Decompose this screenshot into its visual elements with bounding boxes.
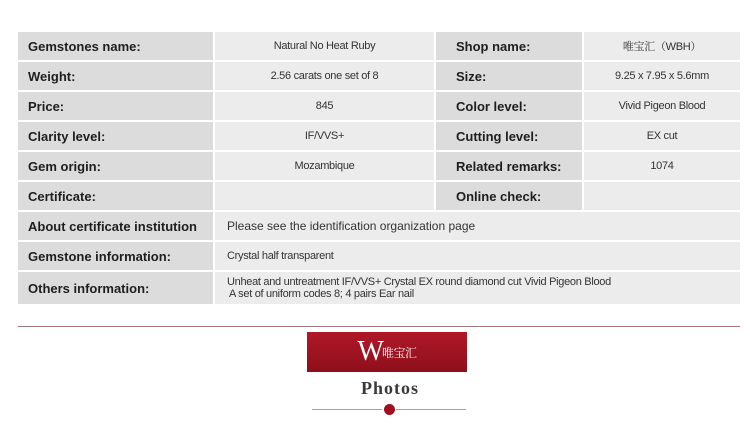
spec-value: 845 <box>215 92 434 120</box>
spec-label: Certificate: <box>18 182 213 210</box>
brand-logo <box>307 332 467 372</box>
brand-logo-letter: W <box>357 336 380 367</box>
spec-label: About certificate institution <box>18 212 213 240</box>
spec-row <box>18 122 740 150</box>
spec-label: Price: <box>18 92 213 120</box>
spec-label: Size: <box>436 62 582 90</box>
spec-row <box>18 152 740 180</box>
spec-label: Gemstones name: <box>18 32 213 60</box>
spec-label: Gemstone information: <box>18 242 213 270</box>
spec-label: Color level: <box>436 92 582 120</box>
spec-value: 9.25 x 7.95 x 5.6mm <box>584 62 740 90</box>
title-underline-right <box>396 409 466 410</box>
brand-logo-text: 唯宝汇 <box>381 345 417 360</box>
spec-value: 2.56 carats one set of 8 <box>215 62 434 90</box>
title-underline-left <box>312 409 382 410</box>
spec-value: Vivid Pigeon Blood <box>584 92 740 120</box>
spec-value <box>584 182 740 210</box>
spec-label: Cutting level: <box>436 122 582 150</box>
spec-label: Shop name: <box>436 32 582 60</box>
spec-label: Online check: <box>436 182 582 210</box>
spec-table <box>18 32 740 306</box>
spec-row-wide <box>18 212 740 240</box>
spec-value: 唯宝汇（WBH） <box>584 32 740 60</box>
spec-row <box>18 62 740 90</box>
spec-label: Related remarks: <box>436 152 582 180</box>
spec-value-line: A set of uniform codes 8; 4 pairs Ear nail <box>229 288 414 300</box>
spec-value <box>215 272 740 304</box>
spec-row <box>18 182 740 210</box>
spec-row-wide <box>18 242 740 270</box>
spec-value: Please see the identification organization page <box>215 212 740 240</box>
spec-value: 1074 <box>584 152 740 180</box>
spec-label: Gem origin: <box>18 152 213 180</box>
photos-section-title: Photos <box>360 378 419 398</box>
spec-value: EX cut <box>584 122 740 150</box>
section-divider <box>18 326 740 327</box>
spec-label: Clarity level: <box>18 122 213 150</box>
spec-row-wide <box>18 272 740 304</box>
spec-value: IF/VVS+ <box>215 122 434 150</box>
spec-label: Weight: <box>18 62 213 90</box>
spec-value-line: Unheat and untreatment IF/VVS+ Crystal EX round diamond cut Vivid Pigeon Blood <box>227 276 611 288</box>
spec-row <box>18 92 740 120</box>
spec-value: Natural No Heat Ruby <box>215 32 434 60</box>
title-dot-icon <box>384 404 395 415</box>
spec-label: Others information: <box>18 272 213 304</box>
spec-value: Mozambique <box>215 152 434 180</box>
spec-value: Crystal half transparent <box>215 242 740 270</box>
spec-row <box>18 32 740 60</box>
spec-value <box>215 182 434 210</box>
